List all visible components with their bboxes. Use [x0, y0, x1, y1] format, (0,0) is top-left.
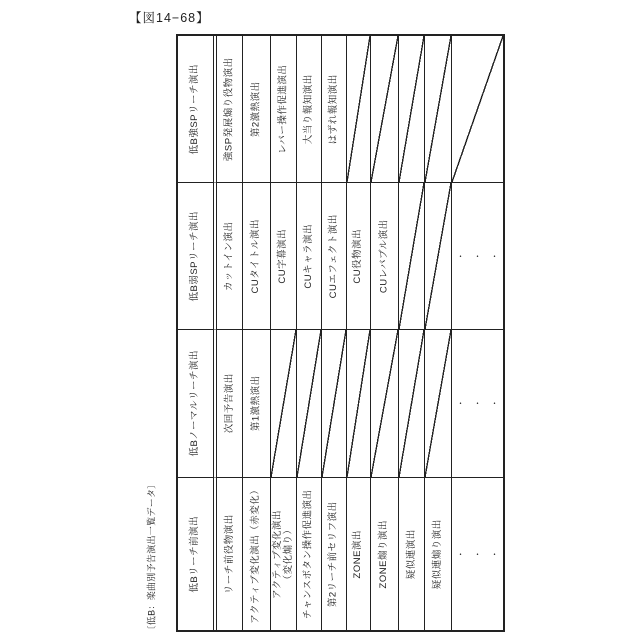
- ellipsis-cell: [452, 183, 508, 330]
- cell-vertical-text: レバー操作促進演出: [277, 64, 289, 154]
- table-cell: [217, 183, 243, 330]
- table-cell: [243, 330, 271, 478]
- figure-table: [176, 34, 508, 632]
- ellipsis-dots: ・・・: [456, 549, 508, 559]
- table-cell: [371, 183, 399, 330]
- cell-vertical-text: CUキャラ演出: [302, 223, 314, 289]
- cell-vertical-text: ZONE煽り演出: [378, 519, 390, 589]
- table-cell: [347, 478, 371, 630]
- table-cell: [243, 478, 271, 630]
- ellipsis-dots: ・・・: [456, 251, 508, 261]
- cell-vertical-text: 次回予告演出: [223, 373, 235, 434]
- table-cell: [271, 36, 297, 183]
- figure-title: 【図14−68】: [129, 11, 210, 25]
- ellipsis-cell: [452, 478, 508, 630]
- cell-vertical-text: 低B弱SPリーチ演出: [189, 210, 201, 302]
- cell-vertical-text: 大当り報知演出: [302, 73, 314, 145]
- diagonal-cell: [371, 36, 399, 183]
- cell-vertical-text: CU役物演出: [352, 228, 364, 284]
- cell-vertical-text: 低Bノーマルリーチ演出: [189, 350, 201, 457]
- band-header-cell: [178, 478, 217, 630]
- diagonal-cell: [399, 36, 425, 183]
- cell-vertical-text: はずれ報知演出: [327, 73, 339, 145]
- cell-vertical-text: カットイン演出: [223, 221, 235, 291]
- cell-vertical-text: CUタイトル演出: [250, 218, 262, 294]
- table-cell: [217, 478, 243, 630]
- diagonal-cell: [399, 183, 425, 330]
- table-cell: [297, 183, 322, 330]
- diagonal-cell: [322, 330, 347, 478]
- diagonal-cell: [425, 36, 452, 183]
- cell-vertical-text: 疑似連煽り演出: [431, 518, 443, 590]
- cell-vertical-text: CUエフェクト演出: [327, 213, 339, 299]
- cell-vertical-text: リーチ前役物演出: [223, 513, 235, 595]
- diagonal-cell: [371, 330, 399, 478]
- cell-vertical-text: 低Bリーチ前演出: [189, 515, 201, 593]
- cell-vertical-text: チャンスボタン操作促進演出: [302, 489, 314, 619]
- table-cell: [297, 36, 322, 183]
- diagonal-cell: [347, 330, 371, 478]
- table-cell: [322, 183, 347, 330]
- band-header-cell: [178, 330, 217, 478]
- cell-vertical-text: 第1激熱演出: [250, 375, 262, 432]
- table-cell: [399, 478, 425, 630]
- cell-vertical-text: 強SP発展煽り役物演出: [223, 57, 235, 161]
- cell-vertical-text: 第2リーチ前セリフ演出: [327, 501, 339, 607]
- ellipsis-cell: [452, 330, 508, 478]
- cell-vertical-text: アクティブ変化演出 （変化煽り）: [272, 509, 294, 599]
- table-cell: [271, 478, 297, 630]
- band-header-cell: [178, 183, 217, 330]
- cell-vertical-text: 疑似連演出: [405, 528, 417, 580]
- diagonal-cell: [271, 330, 297, 478]
- table-cell: [217, 36, 243, 183]
- table-cell: [322, 478, 347, 630]
- table-cell: [271, 183, 297, 330]
- cell-vertical-text: 第2激熱演出: [250, 81, 262, 137]
- cell-vertical-text: ZONE演出: [352, 529, 364, 579]
- cell-vertical-text: CU字幕演出: [277, 228, 289, 284]
- cell-vertical-text: アクティブ変化演出（赤変化）: [250, 484, 262, 624]
- table-cell: [347, 183, 371, 330]
- band-header-cell: [178, 36, 217, 183]
- table-cell: [322, 36, 347, 183]
- diagonal-cell: [452, 36, 503, 183]
- table-cell: [243, 36, 271, 183]
- diagonal-cell: [297, 330, 322, 478]
- table-cell: [217, 330, 243, 478]
- ellipsis-dots: ・・・: [456, 399, 508, 408]
- diagonal-cell: [347, 36, 371, 183]
- table-cell: [297, 478, 322, 630]
- table-cell: [371, 478, 399, 630]
- diagonal-cell: [399, 330, 425, 478]
- table-cell: [243, 183, 271, 330]
- cell-vertical-text: CUレバブル演出: [378, 219, 390, 293]
- side-label: 〔低B：楽曲別予告演出一覧データ〕: [146, 479, 157, 635]
- cell-vertical-text: 低B強SPリーチ演出: [189, 63, 201, 155]
